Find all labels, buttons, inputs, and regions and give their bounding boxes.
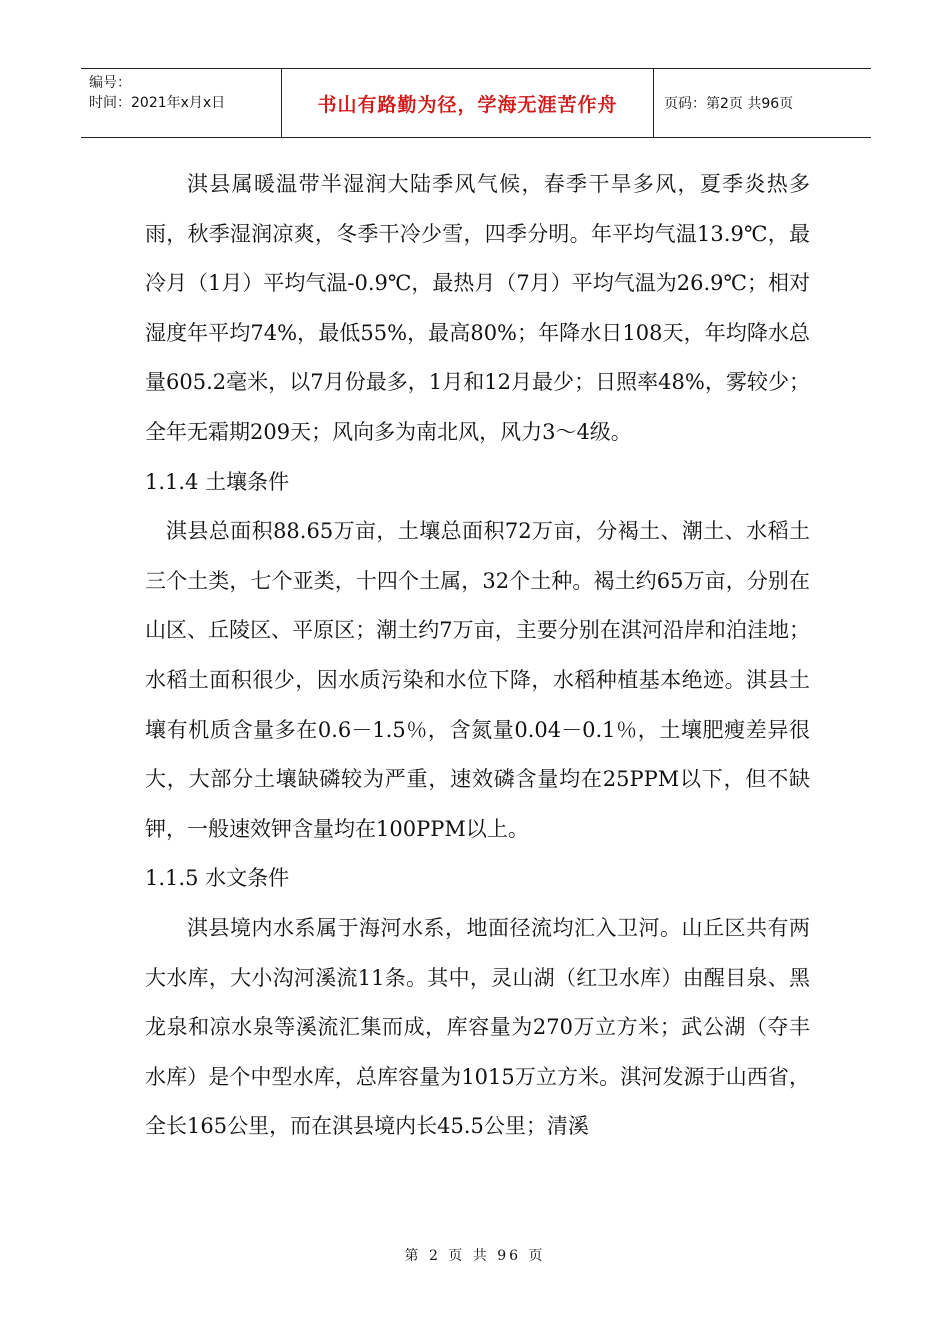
climate-paragraph: 淇县属暖温带半湿润大陆季风气候，春季干旱多风，夏季炎热多雨，秋季湿润凉爽，冬季干冷少雪，四季分明。年平均气温13.9℃，最冷月（1月）平均气温-0.9℃，最热月（7月）平均气温为26.9℃；相对湿度年平均74%，最低55%，最高80%；年降水日108天，年均降水总量605.2毫米，以7月份最多，1月和12月最少；日照率48%，雾较少；全年无霜期209天；风向多为南北风，风力3～4级。 [145,172,810,444]
header-page-info: 页码：第2页 共96页 [664,96,794,112]
hydrology-paragraph: 淇县境内水系属于海河水系，地面径流均汇入卫河。山丘区共有两大水库，大小沟河溪流11条。其中，灵山湖（红卫水库）由醒目泉、黑龙泉和凉水泉等溪流汇集而成，库容量为270万立方米；武公湖（夺丰水库）是个中型水库，总库容量为1015万立方米。淇河发源于山西省，全长165公里，而在淇县境内长45.5公里；清溪 [145,915,810,1139]
document-body [145,160,810,1152]
page-header [81,68,871,138]
soil-paragraph: 淇县总面积88.65万亩，土壤总面积72万亩，分褐土、潮土、水稻土三个土类，七个亚类，十四个土属，32个土种。褐土约65万亩，分别在山区、丘陵区、平原区；潮土约7万亩，主要分别在淇河沿岸和泊洼地；水稻土面积很少，因水质污染和水位下降，水稻种植基本绝迹。淇县土壤有机质含量多在0.6－1.5％，含氮量0.04－0.1％，土壤肥瘦差异很大，大部分土壤缺磷较为严重，速效磷含量均在25PPM以下，但不缺钾，一般速效钾含量均在100PPM以上。 [145,519,810,841]
document-time-label: 时间：2021年x月x日 [89,95,226,111]
section-heading-hydrology: 1.1.5 水文条件 [145,866,290,891]
section-heading-soil: 1.1.4 土壤条件 [145,469,290,494]
document-number-label: 编号： [89,75,131,91]
header-motto: 书山有路勤为径，学海无涯苦作舟 [282,69,654,137]
header-meta-cell [81,69,282,137]
page-footer: 第 2 页 共 96 页 [404,1248,546,1264]
